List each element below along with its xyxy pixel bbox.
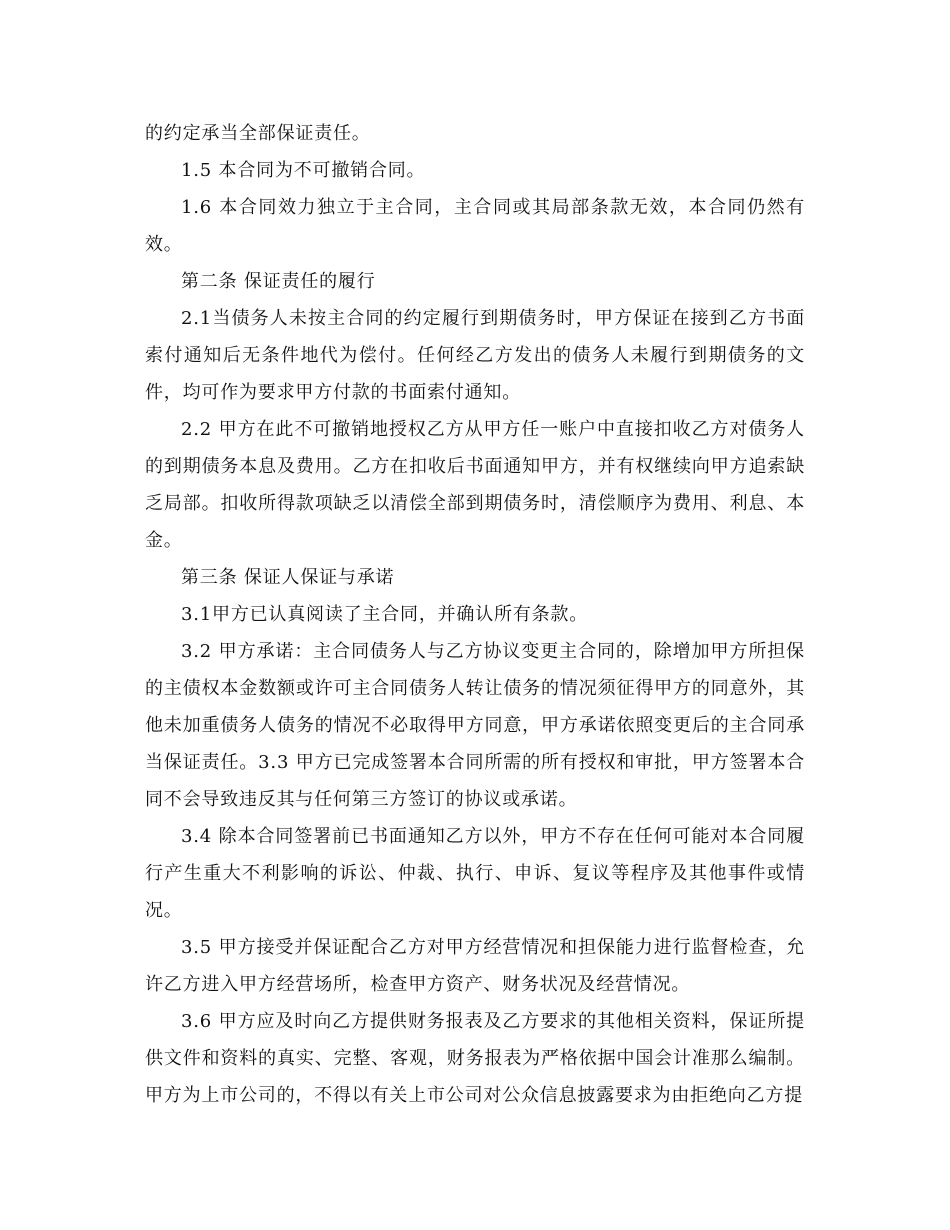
clause-3-5: 3.5 甲方接受并保证配合乙方对甲方经营情况和担保能力进行监督检查，允许乙方进入甲方经营场所，检查甲方资产、财务状况及经营情况。 (145, 937, 805, 995)
clause-3-4: 3.4 除本合同签署前已书面通知乙方以外，甲方不存在任何可能对本合同履行产生重大不利影响的诉讼、仲裁、执行、申诉、复议等程序及其他事件或情况。 (145, 826, 805, 921)
clause-3-1: 3.1甲方已认真阅读了主合同，并确认所有条款。 (181, 604, 589, 625)
clause-2-1: 2.1当债务人未按主合同的约定履行到期债务时，甲方保证在接到乙方书面索付通知后无条件地代为偿付。任何经乙方发出的债务人未履行到期债务的文件，均可作为要求甲方付款的书面索付通知。 (145, 308, 805, 403)
article-2-heading: 第二条 保证责任的履行 (181, 271, 376, 292)
clause-3-2-3-3: 3.2 甲方承诺：主合同债务人与乙方协议变更主合同的，除增加甲方所担保的主债权本金数额或许可主合同债务人转让债务的情况须征得甲方的同意外，其他未加重债务人债务的情况不必取得甲方同意，甲方承诺依照变更后的主合同承当保证责任。3.3 甲方已完成签署本合同所需的所有授权和审批，甲方签署本合同不会导致违反其与任何第三方签订的协议或承诺。 (145, 641, 805, 810)
paragraph-continuation: 的约定承当全部保证责任。 (145, 123, 371, 144)
clause-2-2: 2.2 甲方在此不可撤销地授权乙方从甲方任一账户中直接扣收乙方对债务人的到期债务本息及费用。乙方在扣收后书面通知甲方，并有权继续向甲方追索缺乏局部。扣收所得款项缺乏以清偿全部到期债务时，清偿顺序为费用、利息、本金。 (145, 419, 805, 551)
article-3-heading: 第三条 保证人保证与承诺 (181, 567, 395, 588)
clause-1-5: 1.5 本合同为不可撤销合同。 (181, 160, 426, 181)
clause-3-6: 3.6 甲方应及时向乙方提供财务报表及乙方要求的其他相关资料，保证所提供文件和资料的真实、完整、客观，财务报表为严格依据中国会计准那么编制。甲方为上市公司的，不得以有关上市公司对公众信息披露要求为由拒绝向乙方提 (145, 1011, 805, 1106)
clause-1-6: 1.6 本合同效力独立于主合同，主合同或其局部条款无效，本合同仍然有效。 (145, 197, 805, 255)
document-body (145, 115, 805, 1114)
